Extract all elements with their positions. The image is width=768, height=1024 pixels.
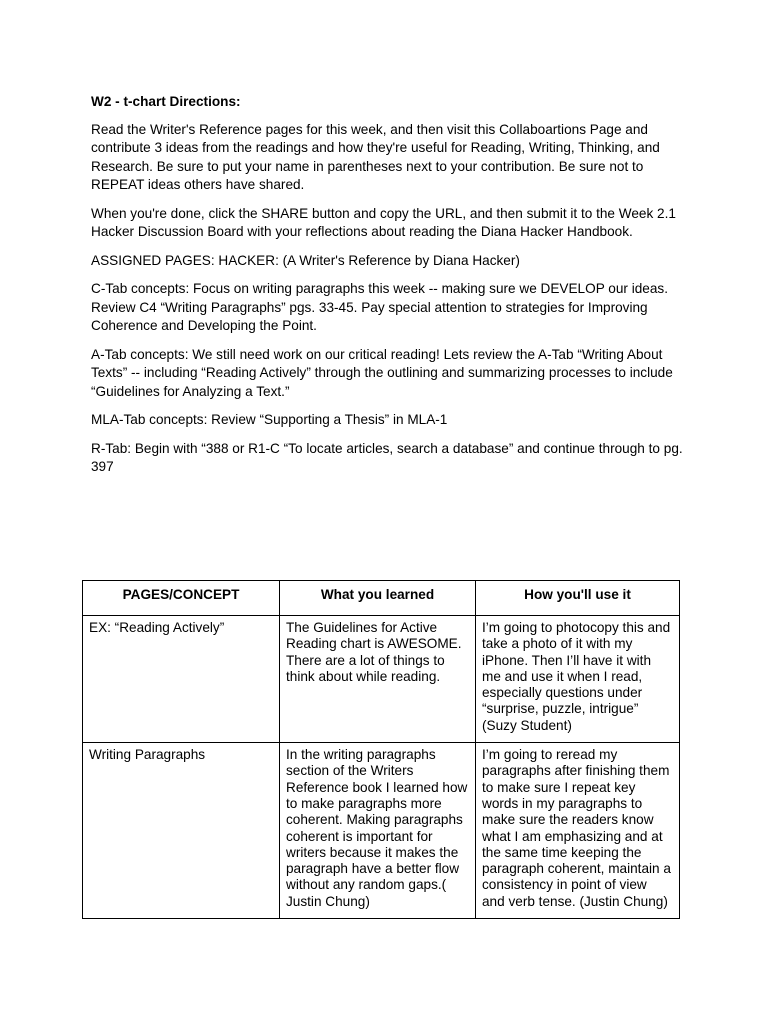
t-chart-table xyxy=(82,580,680,919)
table-cell: The Guidelines for Active Reading chart is AWESOME. There are a lot of things to think about while reading. xyxy=(280,616,476,743)
mla-tab-concepts-paragraph: MLA-Tab concepts: Review “Supporting a Thesis” in MLA-1 xyxy=(91,412,448,427)
document-body xyxy=(91,93,691,487)
table-row xyxy=(83,743,680,919)
table-cell: I’m going to reread my paragraphs after finishing them to make sure I repeat key words in my paragraphs to make sure the readers know what I am emphasizing and at the same time keeping the paragraph coherent, maintain a consistency in point of view and verb tense. (Justin Chung) xyxy=(476,743,680,919)
directions-paragraph: Read the Writer's Reference pages for this week, and then visit this Collaboartions Page and contribute 3 ideas from the readings and how they're useful for Reading, Writing, Thinking, and Research. Be sure to put your name in parentheses next to your contribution. Be sure not to REPEAT ideas others have shared. xyxy=(91,121,660,192)
assigned-pages-paragraph: ASSIGNED PAGES: HACKER: (A Writer's Reference by Diana Hacker) xyxy=(91,252,520,268)
share-instructions-paragraph: When you're done, click the SHARE button and copy the URL, and then submit it to the Week 2.1 Hacker Discussion Board with your reflections about reading the Diana Hacker Handbook. xyxy=(91,205,676,239)
r-tab-paragraph: R-Tab: Begin with “388 or R1-C “To locate articles, search a database” and continue through to pg. 397 xyxy=(91,440,683,474)
table-cell: I’m going to photocopy this and take a photo of it with my iPhone. Then I’ll have it with me and use it when I read, especially questions under “surprise, puzzle, intrigue” (Suzy Student) xyxy=(476,616,680,743)
table-row xyxy=(83,616,680,743)
table-cell: Writing Paragraphs xyxy=(83,743,280,919)
table-header-row xyxy=(83,581,680,616)
table-cell: In the writing paragraphs section of the Writers Reference book I learned how to make paragraphs more coherent. Making paragraphs coherent is important for writers because it makes the paragraph have a better flow without any random gaps.( Justin Chung) xyxy=(280,743,476,919)
column-header-what-you-learned: What you learned xyxy=(280,581,476,616)
column-header-how-youll-use-it: How you'll use it xyxy=(476,581,680,616)
table-cell: EX: “Reading Actively” xyxy=(83,616,280,743)
c-tab-concepts-paragraph: C-Tab concepts: Focus on writing paragraphs this week -- making sure we DEVELOP our ideas. Review C4 “Writing Paragraphs” pgs. 33-45. Pay special attention to strategies for Improving Coherence and Developing the Point. xyxy=(91,281,668,333)
document-heading: W2 - t-chart Directions: xyxy=(91,94,241,109)
column-header-pages-concept: PAGES/CONCEPT xyxy=(83,581,280,616)
a-tab-concepts-paragraph: A-Tab concepts: We still need work on our critical reading! Lets review the A-Tab “Writing About Texts” -- including “Reading Actively” through the outlining and summarizing processes to include “Guidelines for Analyzing a Text.” xyxy=(91,346,673,399)
